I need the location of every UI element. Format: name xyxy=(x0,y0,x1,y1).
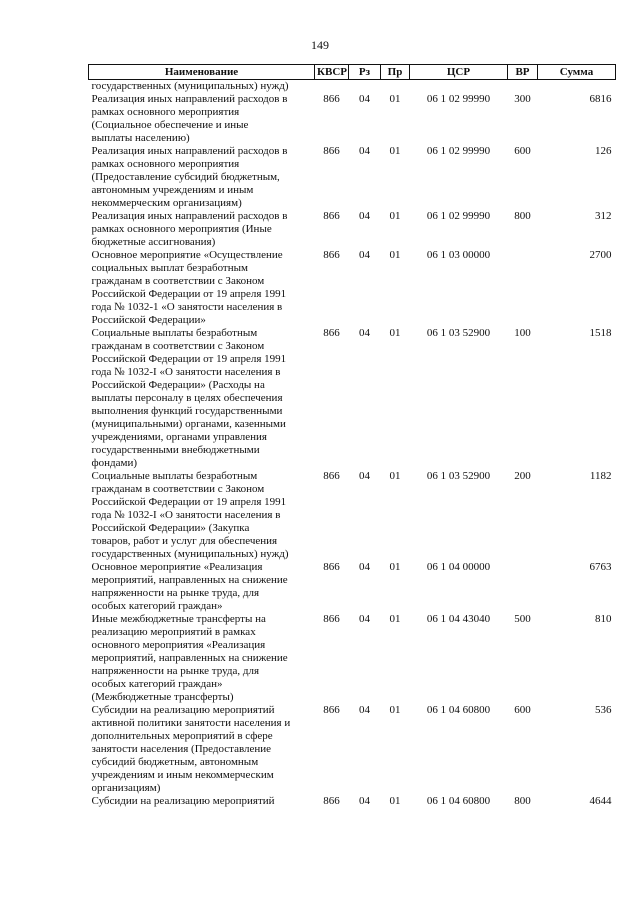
row-name-cell xyxy=(89,704,315,795)
header-pr: Пр xyxy=(381,65,410,80)
row-kvsr: 866 xyxy=(323,470,340,482)
budget-table xyxy=(88,64,616,808)
row-pr: 01 xyxy=(389,145,401,157)
row-name-line: Субсидии на реализацию мероприятий xyxy=(91,704,275,716)
row-vr: 800 xyxy=(514,210,531,222)
row-name-line: года № 1032-1 «О занятости населения в xyxy=(91,301,283,313)
row-name-cell xyxy=(89,561,315,613)
row-name-line: автономным учреждениям и иным xyxy=(91,184,254,196)
row-name-line: товаров, работ и услуг для обеспечения xyxy=(91,535,278,547)
table-row xyxy=(89,704,616,795)
row-vr: 200 xyxy=(514,470,531,482)
row-name-line: реализацию мероприятий в рамках xyxy=(91,626,256,638)
row-kvsr: 866 xyxy=(323,249,340,261)
row-sum: 1518 xyxy=(589,327,612,339)
row-name-cell xyxy=(89,210,315,249)
row-sum: 4644 xyxy=(589,795,612,807)
row-name-line: Основное мероприятие «Осуществление xyxy=(91,249,283,261)
row-rz: 04 xyxy=(359,327,370,339)
table-header-row xyxy=(89,65,616,80)
row-kvsr: 866 xyxy=(323,561,340,573)
row-kvsr: 866 xyxy=(323,795,340,807)
row-csr: 06 1 04 00000 xyxy=(426,561,491,573)
row-name-cell xyxy=(89,80,315,94)
row-name-line: рамках основного мероприятия (Иные xyxy=(91,223,272,235)
row-name-line: гражданам в соответствии с Законом xyxy=(91,483,265,495)
row-name-line: Субсидии на реализацию мероприятий xyxy=(91,795,275,807)
table-row xyxy=(89,613,616,704)
row-vr xyxy=(508,80,538,94)
row-name-line: выплаты персоналу в целях обеспечения xyxy=(91,392,283,404)
row-kvsr: 866 xyxy=(323,613,340,625)
row-sum: 312 xyxy=(595,210,612,222)
table-row xyxy=(89,470,616,561)
row-name-line: мероприятий, направленных на снижение xyxy=(91,652,288,664)
row-name-line: социальных выплат безработным xyxy=(91,262,248,274)
row-sum: 2700 xyxy=(589,249,612,261)
row-name-line: основного мероприятия «Реализация xyxy=(91,639,266,651)
row-name-cell xyxy=(89,327,315,470)
row-name-line: дополнительных мероприятий в сфере xyxy=(91,730,273,742)
row-rz xyxy=(349,80,381,94)
row-csr: 06 1 02 99990 xyxy=(426,93,491,105)
row-kvsr: 866 xyxy=(323,704,340,716)
row-name-line: (Предоставление субсидий бюджетным, xyxy=(91,171,280,183)
row-rz: 04 xyxy=(359,93,370,105)
row-pr: 01 xyxy=(389,561,401,573)
row-name-line: Социальные выплаты безработным xyxy=(91,470,258,482)
row-rz: 04 xyxy=(359,210,370,222)
row-pr: 01 xyxy=(389,613,401,625)
row-name-line: государственных (муниципальных) нужд) xyxy=(91,548,289,560)
row-pr: 01 xyxy=(389,327,401,339)
row-sum: 6816 xyxy=(589,93,612,105)
row-name-line: учреждениями, органами управления xyxy=(91,431,267,443)
row-csr: 06 1 02 99990 xyxy=(426,145,491,157)
table-row xyxy=(89,561,616,613)
row-vr: 100 xyxy=(514,327,531,339)
row-name-cell xyxy=(89,249,315,327)
row-pr xyxy=(381,80,410,94)
row-csr: 06 1 03 00000 xyxy=(426,249,491,261)
row-csr: 06 1 03 52900 xyxy=(426,470,491,482)
row-pr: 01 xyxy=(389,470,401,482)
row-vr: 800 xyxy=(514,795,531,807)
table-body xyxy=(89,80,616,809)
row-kvsr: 866 xyxy=(323,93,340,105)
row-name-cell xyxy=(89,795,315,808)
row-vr: 600 xyxy=(514,145,531,157)
row-name-line: гражданам в соответствии с Законом xyxy=(91,275,265,287)
header-vr: ВР xyxy=(508,65,538,80)
row-name-line: Российской Федерации от 19 апреля 1991 xyxy=(91,353,287,365)
table-row xyxy=(89,93,616,145)
row-pr: 01 xyxy=(389,93,401,105)
row-vr: 500 xyxy=(514,613,531,625)
row-csr: 06 1 04 43040 xyxy=(426,613,491,625)
row-rz: 04 xyxy=(359,470,370,482)
row-name-line: Реализация иных направлений расходов в xyxy=(91,93,288,105)
row-kvsr: 866 xyxy=(323,145,340,157)
row-csr: 06 1 04 60800 xyxy=(426,795,491,807)
row-name-line: особых категорий граждан» xyxy=(91,600,223,612)
row-kvsr: 866 xyxy=(323,210,340,222)
header-rz: Рз xyxy=(349,65,381,80)
row-rz: 04 xyxy=(359,145,370,157)
row-name-line: активной политики занятости населения и xyxy=(91,717,291,729)
row-name-line: Российской Федерации» (Закупка xyxy=(91,522,250,534)
row-name-line: Реализация иных направлений расходов в xyxy=(91,210,288,222)
row-rz: 04 xyxy=(359,613,370,625)
row-name-line: рамках основного мероприятия xyxy=(91,106,240,118)
row-name-line: года № 1032-I «О занятости населения в xyxy=(91,366,281,378)
row-pr: 01 xyxy=(389,249,401,261)
row-name-line: особых категорий граждан» xyxy=(91,678,223,690)
row-name-line: выплаты населению) xyxy=(91,132,190,144)
row-name-cell xyxy=(89,470,315,561)
row-rz: 04 xyxy=(359,795,370,807)
row-name-line: некоммерческим организациям) xyxy=(91,197,242,209)
row-kvsr xyxy=(315,80,349,94)
row-name-line: выполнения функций государственными xyxy=(91,405,283,417)
table-row xyxy=(89,145,616,210)
row-name-line: государственных (муниципальных) нужд) xyxy=(91,80,289,92)
row-name-line: мероприятий, направленных на снижение xyxy=(91,574,288,586)
row-name-line: Российской Федерации» (Расходы на xyxy=(91,379,265,391)
row-vr xyxy=(508,249,538,327)
row-name-cell xyxy=(89,145,315,210)
row-name-line: гражданам в соответствии с Законом xyxy=(91,340,265,352)
row-name-line: Основное мероприятие «Реализация xyxy=(91,561,263,573)
row-csr: 06 1 03 52900 xyxy=(426,327,491,339)
row-vr xyxy=(508,561,538,613)
row-rz: 04 xyxy=(359,704,370,716)
row-sum: 126 xyxy=(595,145,612,157)
row-name-cell xyxy=(89,613,315,704)
row-csr xyxy=(410,80,508,94)
row-name-line: Социальные выплаты безработным xyxy=(91,327,258,339)
table-row xyxy=(89,80,616,94)
table-row xyxy=(89,327,616,470)
row-pr: 01 xyxy=(389,210,401,222)
table-row xyxy=(89,795,616,808)
row-name-line: (муниципальными) органами, казенными xyxy=(91,418,286,430)
row-sum: 6763 xyxy=(589,561,612,573)
row-name-line: (Социальное обеспечение и иные xyxy=(91,119,249,131)
row-name-line: (Межбюджетные трансферты) xyxy=(91,691,234,703)
row-name-line: рамках основного мероприятия xyxy=(91,158,240,170)
row-sum xyxy=(538,80,616,94)
row-rz: 04 xyxy=(359,249,370,261)
row-name-line: субсидий бюджетным, автономным xyxy=(91,756,259,768)
row-kvsr: 866 xyxy=(323,327,340,339)
row-name-line: Российской Федерации» xyxy=(91,314,206,326)
row-vr: 300 xyxy=(514,93,531,105)
row-name-line: бюджетные ассигнования) xyxy=(91,236,216,248)
table-row xyxy=(89,210,616,249)
header-name: Наименование xyxy=(89,65,315,80)
row-vr: 600 xyxy=(514,704,531,716)
table-row xyxy=(89,249,616,327)
header-kvsr: КВСР xyxy=(315,65,349,80)
row-rz: 04 xyxy=(359,561,370,573)
row-name-line: напряженности на рынке труда, для xyxy=(91,665,260,677)
row-name-line: учреждениям и иным некоммерческим xyxy=(91,769,274,781)
row-name-line: напряженности на рынке труда, для xyxy=(91,587,260,599)
row-pr: 01 xyxy=(389,704,401,716)
row-name-line: организациям) xyxy=(91,782,161,794)
page-number: 149 xyxy=(311,38,329,52)
row-csr: 06 1 04 60800 xyxy=(426,704,491,716)
row-sum: 810 xyxy=(595,613,612,625)
row-name-line: фондами) xyxy=(91,457,138,469)
row-name-line: Реализация иных направлений расходов в xyxy=(91,145,288,157)
header-sum: Сумма xyxy=(538,65,616,80)
row-name-cell xyxy=(89,93,315,145)
row-name-line: Российской Федерации от 19 апреля 1991 xyxy=(91,496,287,508)
header-csr: ЦСР xyxy=(410,65,508,80)
row-name-line: года № 1032-I «О занятости населения в xyxy=(91,509,281,521)
row-name-line: Иные межбюджетные трансферты на xyxy=(91,613,266,625)
row-sum: 536 xyxy=(595,704,612,716)
row-csr: 06 1 02 99990 xyxy=(426,210,491,222)
row-sum: 1182 xyxy=(589,470,612,482)
row-name-line: занятости населения (Предоставление xyxy=(91,743,272,755)
row-pr: 01 xyxy=(389,795,401,807)
row-name-line: Российской Федерации от 19 апреля 1991 xyxy=(91,288,287,300)
row-name-line: государственными внебюджетными xyxy=(91,444,260,456)
